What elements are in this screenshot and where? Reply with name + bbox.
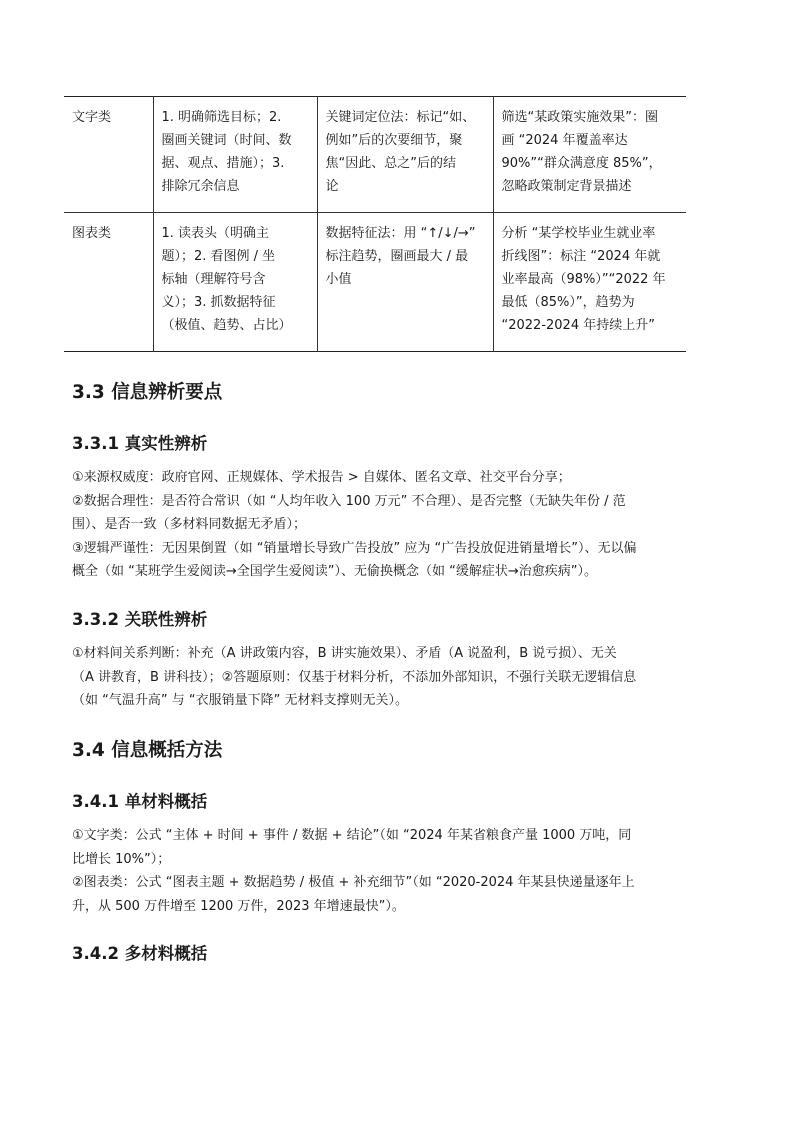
type-cell: 图表类 [64,213,153,352]
section-heading-3-3: 3.3 信息辨析要点 [72,382,223,403]
material-type-table [64,96,686,352]
section-heading-3-4: 3.4 信息概括方法 [72,740,223,761]
section-heading-3-3-1: 3.3.1 真实性辨析 [72,434,208,453]
type-cell: 文字类 [72,110,112,125]
single-material-paragraph: ①文字类：公式 “主体 + 时间 + 事件 / 数据 + 结论”（如 “2024 年某省粮食产量 1000 万吨，同 比增长 10%”）； ②图表类：公式 “图表主题 + 数据趋势 / 极值 + 补充细节”（如 “2020-2024 年某县快递量逐年上 升，从 500 万件增至 1200 万件，2023 年增速最快”）。 [72,828,635,914]
relevance-paragraph: ①材料间关系判断：补充（A 讲政策内容，B 讲实施效果）、矛盾（A 说盈利，B 说亏损）、无关 （A 讲教育，B 讲科技）；②答题原则：仅基于材料分析，不添加外部知识，不强行关联无逻辑信息 （如 “气温升高” 与 “衣服销量下降” 无材料支撑则无关）。 [72,646,637,708]
steps-cell: 1. 读表头（明确主 题）；2. 看图例 / 坐 标轴（理解符号含 义）；3. 抓数据特征 （极值、趋势、占比） [153,213,317,352]
steps-cell: 1. 明确筛选目标；2. 圈画关键词（时间、数 据、观点、措施）；3. 排除冗余信息 [153,97,317,213]
section-heading-3-4-2: 3.4.2 多材料概括 [72,944,208,963]
example-cell: 分析 “某学校毕业生就业率 折线图”：标注 “2024 年就 业率最高（98%）”“2022 年 最低（85%）”，趋势为 “2022-2024 年持续上升” [493,213,686,352]
section-heading-3-3-2: 3.3.2 关联性辨析 [72,610,208,629]
table-row [64,213,686,352]
section-heading-3-4-1: 3.4.1 单材料概括 [72,792,208,811]
table-row [64,97,686,213]
authenticity-paragraph: ①来源权威度：政府官网、正规媒体、学术报告 > 自媒体、匿名文章、社交平台分享； ②数据合理性：是否符合常识（如 “人均年收入 100 万元” 不合理）、是否完整（无缺失年份 / 范 围）、是否一致（多材料同数据无矛盾）； ③逻辑严谨性：无因果倒置（如 “销量增长导致广告投放” 应为 “广告投放促进销量增长”）、无以偏 概全（如 “某班学生爱阅读→全国学生爱阅读”）、无偷换概念（如 “缓解症状→治愈疾病”）。 [72,470,637,579]
example-cell: 筛选“某政策实施效果”：圈 画 “2024 年覆盖率达 90%”“群众满意度 85%”， 忽略政策制定背景描述 [493,97,686,213]
method-cell: 数据特征法：用 “↑/↓/→” 标注趋势，圈画最大 / 最 小值 [317,213,493,352]
method-cell: 关键词定位法：标记“如、 例如”后的次要细节，聚 焦“因此、总之”后的结 论 [317,97,493,213]
